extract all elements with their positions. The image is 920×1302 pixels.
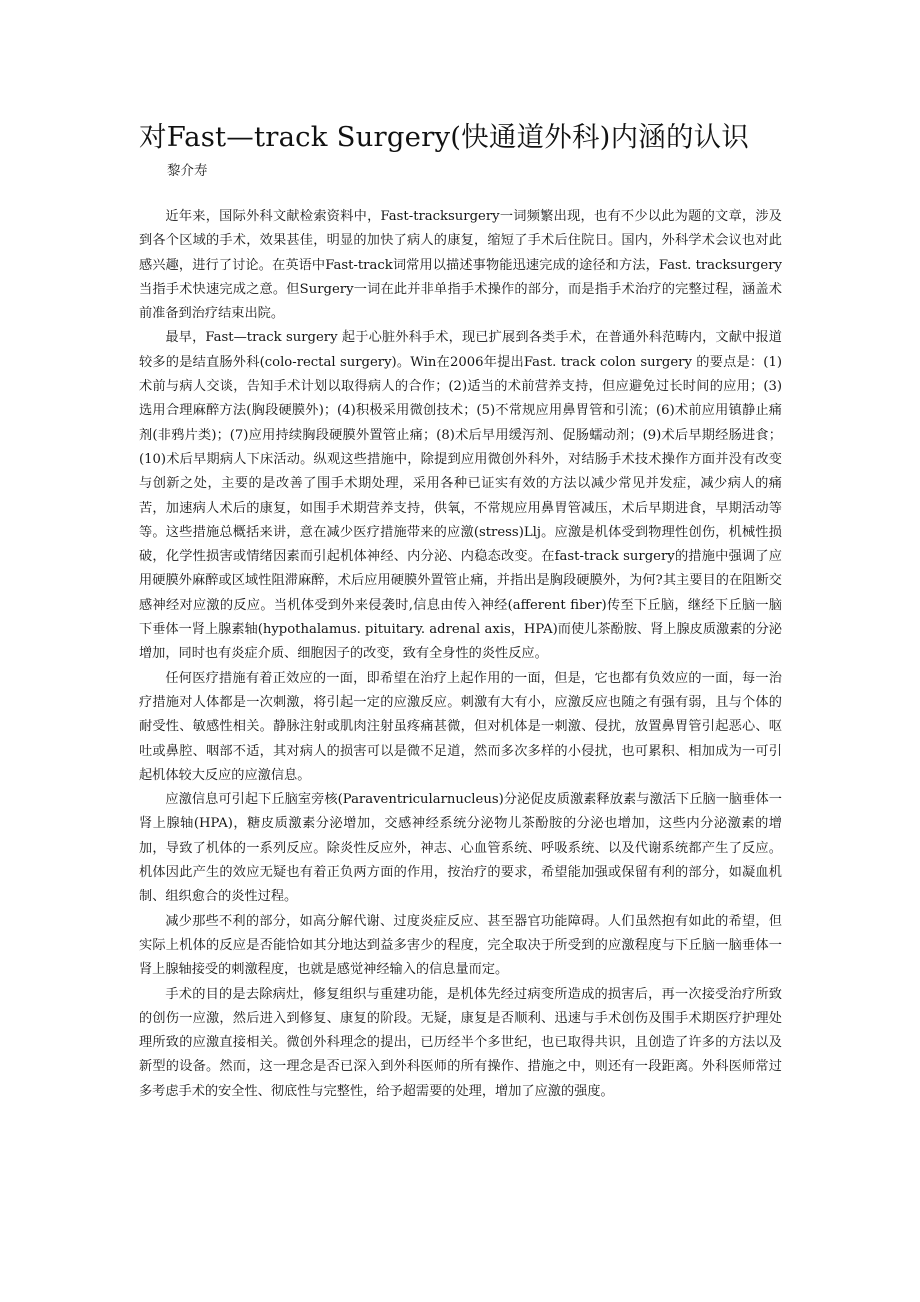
document-author: 黎介寿 <box>167 163 208 179</box>
paragraph: 减少那些不利的部分，如高分解代谢、过度炎症反应、甚至器官功能障碍。人们虽然抱有如此的希望，但实际上机体的反应是否能恰如其分地达到益多害少的程度，完全取决于所受到的应激程度与下丘脑一脑垂体一肾上腺轴接受的刺激程度，也就是感觉神经输入的信息量而定。 <box>139 913 782 978</box>
document-title: 对Fast—track Surgery(快通道外科)内涵的认识 <box>139 121 750 153</box>
paragraph: 手术的目的是去除病灶，修复组织与重建功能，是机体先经过病变所造成的损害后，再一次接受治疗所致的创伤一应激，然后进入到修复、康复的阶段。无疑，康复是否顺利、迅速与手术创伤及围手术期医疗护理处理所致的应激直接相关。微创外科理念的提出，已历经半个多世纪，也已取得共识，且创造了许多的方法以及新型的设备。然而，这一理念是否已深入到外科医师的所有操作、措施之中，则还有一段距离。外科医师常过多考虑手术的安全性、彻底性与完整性，给予超需要的处理，增加了应激的强度。 <box>139 986 782 1099</box>
paragraph: 最早，Fast—track surgery 起于心脏外科手术，现已扩展到各类手术，在普通外科范畴内，文献中报道较多的是结直肠外科(colo-rectal surgery)。Win在2006年提出Fast. track colon surgery 的要点是：(1)术前与病人交谈，告知手术计划以取得病人的合作；(2)适当的术前营养支持，但应避免过长时间的应用；(3)选用合理麻醉方法(胸段硬膜外)；(4)积极采用微创技术；(5)不常规应用鼻胃管和引流；(6)术前应用镇静止痛剂(非鸦片类)；(7)应用持续胸段硬膜外置管止痛；(8)术后早用缓泻剂、促肠蠕动剂；(9)术后早期经肠进食；(10)术后早期病人下床活动。纵观这些措施中，除提到应用微创外科外，对结肠手术技术操作方面并没有改变与创新之处，主要的是改善了围手术期处理，采用各种已证实有效的方法以减少常见并发症，减少病人的痛苦，加速病人术后的康复，如围手术期营养支持，供氧，不常规应用鼻胃管减压，术后早期进食，早期活动等等。这些措施总概括来讲，意在减少医疗措施带来的应激(stress)Llj。应激是机体受到物理性创伤，机械性损破，化学性损害或情绪因素而引起机体神经、内分泌、内稳态改变。在fast-track surgery的措施中强调了应用硬膜外麻醉或区域性阻滞麻醉，术后应用硬膜外置管止痛，并指出是胸段硬膜外，为何?其主要目的在阻断交感神经对应激的反应。当机体受到外来侵袭时,信息由传入神经(afferent fiber)传至下丘脑，继经下丘脑一脑下垂体一肾上腺素轴(hypothalamus. pituitary. adrenal axis，HPA)而使儿茶酚胺、肾上腺皮质激素的分泌增加，同时也有炎症介质、细胞因子的改变，致有全身性的炎性反应。 <box>139 330 782 662</box>
document-body <box>139 205 782 1104</box>
paragraph: 近年来，国际外科文献检索资料中，Fast-tracksurgery一词频繁出现，也有不少以此为题的文章，涉及到各个区域的手术，效果甚佳，明显的加快了病人的康复，缩短了手术后住院日。国内，外科学术会议也对此感兴趣，进行了讨论。在英语中Fast-track词常用以描述事物能迅速完成的途径和方法，Fast. tracksurgery当指手术快速完成之意。但Surgery一词在此并非单指手术操作的部分，而是指手术治疗的完整过程，涵盖术前准备到治疗结束出院。 <box>139 209 782 322</box>
paragraph: 应激信息可引起下丘脑室旁核(Paraventricularnucleus)分泌促皮质激素释放素与激活下丘脑一脑垂体一肾上腺轴(HPA)，糖皮质激素分泌增加，交感神经系统分泌物儿茶酚胺的分泌也增加，这些内分泌激素的增加，导致了机体的一系列反应。除炎性反应外，神志、心血管系统、呼吸系统、以及代谢系统都产生了反应。机体因此产生的效应无疑也有着正负两方面的作用，按治疗的要求，希望能加强或保留有利的部分，如凝血机制、组织愈合的炎性过程。 <box>139 792 782 905</box>
paragraph: 任何医疗措施有着正效应的一面，即希望在治疗上起作用的一面，但是，它也都有负效应的一面，每一治疗措施对人体都是一次刺激，将引起一定的应激反应。刺激有大有小，应激反应也随之有强有弱，且与个体的耐受性、敏感性相关。静脉注射或肌肉注射虽疼痛甚微，但对机体是一刺激、侵扰，放置鼻胃管引起恶心、呕吐或鼻腔、咽部不适，其对病人的损害可以是微不足道，然而多次多样的小侵扰，也可累积、相加成为一可引起机体较大反应的应激信息。 <box>139 670 782 783</box>
